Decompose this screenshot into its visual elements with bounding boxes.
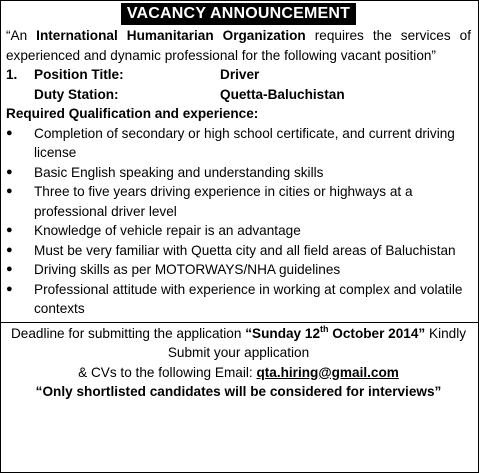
deadline-date-part1: “Sunday 12 — [245, 325, 321, 341]
duty-station-label: Duty Station: — [34, 86, 119, 102]
position-title-label: Position Title: — [34, 67, 124, 82]
cv-prefix: & CVs to the following Email: — [78, 364, 257, 380]
deadline-prefix: Deadline for submitting the application — [10, 325, 246, 341]
requirement-text: Must be very familiar with Quetta city and all field areas of Baluchistan — [34, 242, 456, 258]
position-title-row — [6, 65, 471, 85]
position-number: 1. — [6, 67, 18, 82]
requirement-item — [6, 280, 471, 319]
requirement-item — [6, 260, 471, 280]
bullet-icon: ● — [6, 282, 13, 295]
deadline-suffix: Kindly Submit your application — [167, 325, 467, 360]
bullet-icon: ● — [6, 185, 13, 197]
requirement-item — [6, 182, 471, 221]
bullet-icon: ● — [6, 165, 13, 178]
requirement-text: Three to five years driving experience in cities or highways at a professional driver level — [34, 184, 413, 219]
intro-open-quote: “An — [6, 28, 37, 43]
bullet-icon: ● — [6, 126, 13, 139]
deadline-date-sup: th — [320, 323, 329, 334]
intro-rest: requires the services of experienced and dynamic professional for the following vacant position” — [6, 28, 471, 63]
organization-name: International Humanitarian Organization — [36, 28, 306, 43]
duty-station-value: Quetta-Baluchistan — [220, 86, 345, 102]
duty-station-row — [6, 85, 471, 105]
requirement-text: Professional attitude with experience in working at complex and volatile contexts — [34, 281, 463, 316]
ad-title: VACANCY ANNOUNCEMENT — [121, 3, 356, 25]
requirement-text: Basic English speaking and understanding skills — [34, 164, 324, 180]
title-wrap — [6, 3, 471, 25]
deadline-date-part2: October 2014” — [328, 325, 426, 341]
bullet-icon: ● — [6, 263, 13, 275]
bullet-icon: ● — [6, 224, 13, 236]
bullet-icon: ● — [6, 243, 13, 256]
email-address: qta.hiring@gmail.com — [256, 364, 399, 380]
requirement-item — [6, 163, 471, 183]
cv-line — [6, 363, 471, 383]
requirement-item — [6, 124, 471, 163]
requirement-item — [6, 241, 471, 261]
deadline-block — [6, 323, 471, 383]
intro-paragraph — [6, 26, 471, 65]
requirement-item — [6, 221, 471, 241]
requirement-text: Knowledge of vehicle repair is an advantage — [34, 223, 301, 238]
shortlist-note: “Only shortlisted candidates will be considered for interviews” — [35, 384, 442, 399]
requirement-text: Completion of secondary or high school certificate, and current driving license — [34, 125, 455, 160]
position-title-value: Driver — [220, 67, 260, 82]
requirement-text: Driving skills as per MOTORWAYS/NHA guidelines — [34, 262, 341, 277]
requirements-heading: Required Qualification and experience: — [6, 106, 259, 121]
deadline-line — [6, 324, 471, 363]
requirements-list — [6, 124, 471, 319]
